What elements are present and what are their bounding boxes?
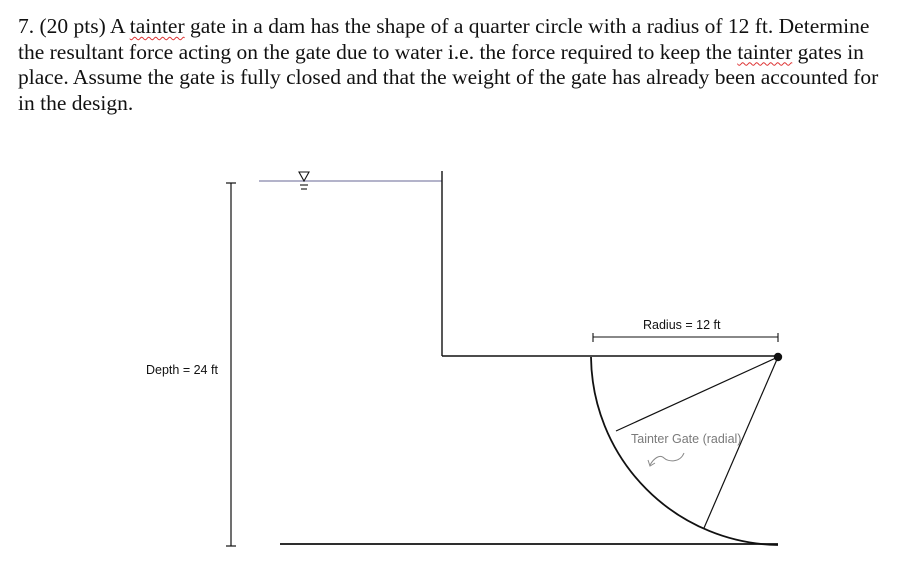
dam-structure xyxy=(442,171,778,356)
problem-points: (20 pts) xyxy=(39,14,106,38)
radius-label: Radius = 12 ft xyxy=(643,318,721,332)
problem-text: 7. (20 pts) A tainter gate in a dam has the shape of a quarter circle with a radius of 12 ft. Determine the resultant force acting on the gate due to water i.e. the force required to keep the tainter gates in place. Assume the gate is fully closed and that the weight of the gate has already been accounted for in the design. xyxy=(18,14,879,115)
gate-arc xyxy=(591,357,778,545)
gate-label: Tainter Gate (radial) xyxy=(631,432,742,446)
spellcheck-word: tainter xyxy=(737,39,793,64)
depth-label: Depth = 24 ft xyxy=(146,363,218,377)
problem-number: 7. xyxy=(18,14,35,38)
spellcheck-word: tainter xyxy=(129,14,185,38)
pivot-point xyxy=(774,353,782,361)
gate-pointer-arrow xyxy=(648,453,684,466)
radius-dimension xyxy=(593,333,778,342)
depth-dimension xyxy=(226,183,236,546)
